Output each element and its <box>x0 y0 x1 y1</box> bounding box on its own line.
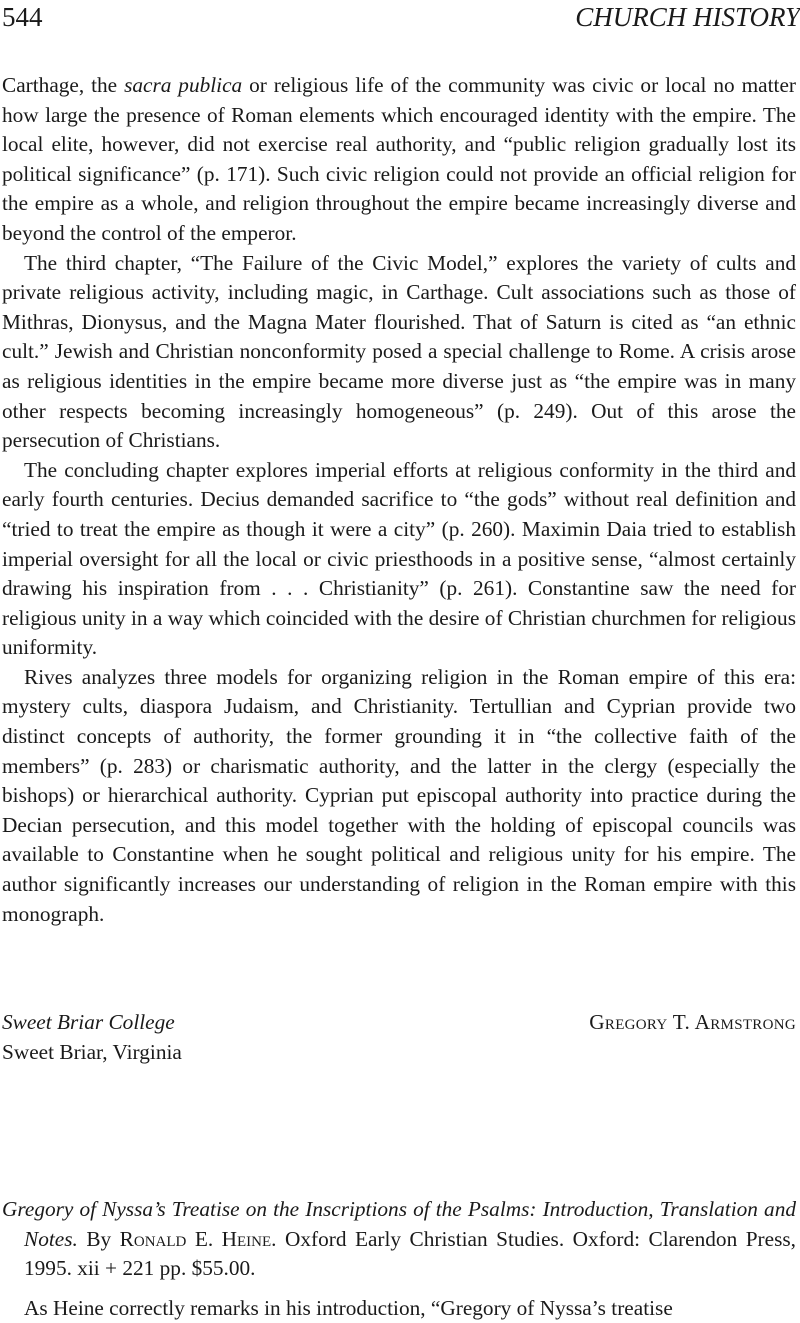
sacra-publica-term: sacra publica <box>124 73 243 97</box>
page-number: 544 <box>2 2 43 32</box>
reviewer-location: Sweet Briar, Virginia <box>2 1039 182 1064</box>
paragraph-4: Rives analyzes three models for organizing religion in the Roman empire of this era: mystery cults, diaspora Judaism, and Christianity. Tertullian and Cyprian provide two distinct concepts of authority, the former grounding it in “the collective faith of the members” (p. 283) or charismatic authority, and the latter in the clergy (especially the bishops) or hierarchical authority. Cyprian put episcopal authority into practice during the Decian persecution, and this model together with the holding of episcopal councils was available to Constantine when he sought political and religious unity for his empire. The author significantly increases our understanding of religion in the Roman empire with this monograph. <box>2 664 796 926</box>
next-review <box>2 1195 796 1323</box>
next-review-opening: As Heine correctly remarks in his introduction, “Gregory of Nyssa’s treatise <box>24 1295 673 1320</box>
book-title: Gregory of Nyssa’s Treatise on the Inscriptions of the Psalms: Introduction, Translation and Notes. <box>2 1197 796 1251</box>
citation-by: By <box>77 1226 120 1251</box>
paragraph-3: The concluding chapter explores imperial efforts at religious conformity in the third and early fourth centuries. Decius demanded sacrifice to “the gods” without real definition and “tried to treat the empire as though it were a city” (p. 260). Maximin Daia tried to establish imperial oversight for all the local or civic priesthoods in a positive sense, “almost certainly drawing his inspiration from . . . Christianity” (p. 261). Constantine saw the need for religious unity in a way which coincided with the desire of Christian churchmen for religious uniformity. <box>2 457 796 660</box>
book-publication: . Oxford Early Christian Studies. Oxford: Clarendon Press, 1995. xii + 221 pp. $55.00. <box>24 1226 796 1281</box>
running-head: CHURCH HISTORY <box>575 2 800 32</box>
book-author: Ronald E. Heine <box>119 1226 272 1251</box>
reviewer-name: Gregory T. Armstrong <box>589 1010 796 1034</box>
paragraph-1 <box>2 71 796 249</box>
paragraph-1-after: or religious life of the community was civic or local no matter how large the presence of Roman elements which encouraged identity with the empire. The local elite, however, did not exercise real authority, and “public religion gradually lost its political significance” (p. 171). Such civic religion could not provide an official religion for the empire as a whole, and religion throughout the empire became increasingly diverse and beyond the control of the emperor. <box>2 73 797 245</box>
review-body <box>2 71 796 929</box>
reviewer-institution: Sweet Briar College <box>2 1010 175 1034</box>
paragraph-2: The third chapter, “The Failure of the Civic Model,” explores the variety of cults and private religious activity, including magic, in Carthage. Cult associations such as those of Mithras, Dionysus, and the Magna Mater flourished. That of Saturn is cited as “an ethnic cult.” Jewish and Christian nonconformity posed a special challenge to Rome. A crisis arose as religious identities in the empire became more diverse just as “the empire was in many other respects becoming increasingly homogeneous” (p. 249). Out of this arose the persecution of Christians. <box>2 250 796 453</box>
page-header <box>0 0 800 40</box>
paragraph-1-before: Carthage, the <box>2 73 125 97</box>
reviewer-signature <box>2 1008 796 1067</box>
book-citation <box>2 1195 796 1284</box>
